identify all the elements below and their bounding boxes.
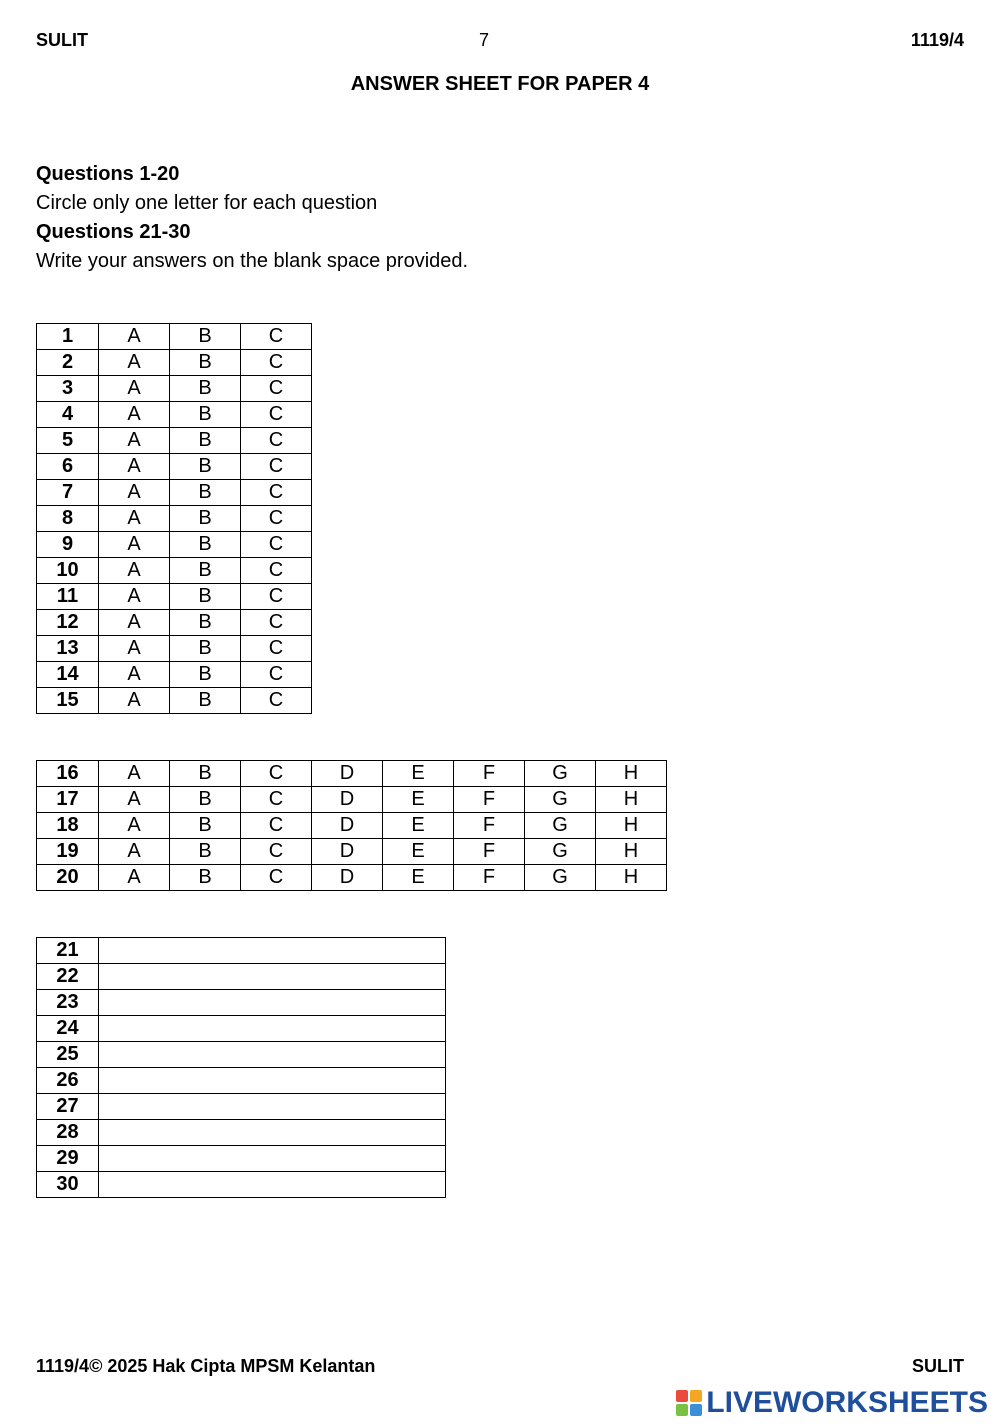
question-row-11 xyxy=(37,584,312,610)
question-row-6 xyxy=(37,454,312,480)
question-number: 13 xyxy=(37,636,99,662)
questions-1-20-heading: Questions 1-20 xyxy=(36,163,180,185)
option-g-q19[interactable]: G xyxy=(525,839,596,865)
option-b-q11[interactable]: B xyxy=(170,584,241,610)
question-number: 27 xyxy=(37,1094,99,1120)
answer-blank-q29[interactable] xyxy=(99,1146,446,1172)
answer-table-16-20 xyxy=(36,760,667,891)
question-row-12 xyxy=(37,610,312,636)
option-c-q19[interactable]: C xyxy=(241,839,312,865)
page-number: 7 xyxy=(478,30,489,50)
option-g-q17[interactable]: G xyxy=(525,787,596,813)
option-f-q16[interactable]: F xyxy=(454,761,525,787)
option-c-q17[interactable]: C xyxy=(241,787,312,813)
question-row-2 xyxy=(37,350,312,376)
option-a-q18[interactable]: A xyxy=(99,813,170,839)
question-number: 2 xyxy=(37,350,99,376)
logo-square-1 xyxy=(676,1390,688,1402)
option-e-q16[interactable]: E xyxy=(383,761,454,787)
option-b-q3[interactable]: B xyxy=(170,376,241,402)
question-row-30 xyxy=(37,1172,446,1198)
option-c-q6[interactable]: C xyxy=(241,454,312,480)
option-a-q8[interactable]: A xyxy=(99,506,170,532)
option-c-q2[interactable]: C xyxy=(241,350,312,376)
answer-blank-q22[interactable] xyxy=(99,964,446,990)
question-row-7 xyxy=(37,480,312,506)
liveworksheets-logo xyxy=(676,1386,988,1420)
option-a-q2[interactable]: A xyxy=(99,350,170,376)
option-b-q4[interactable]: B xyxy=(170,402,241,428)
liveworksheets-logo-text: LIVEWORKSHEETS xyxy=(706,1386,988,1419)
answer-blank-q27[interactable] xyxy=(99,1094,446,1120)
question-row-5 xyxy=(37,428,312,454)
question-row-26 xyxy=(37,1068,446,1094)
question-row-27 xyxy=(37,1094,446,1120)
question-row-9 xyxy=(37,532,312,558)
question-row-25 xyxy=(37,1042,446,1068)
option-a-q11[interactable]: A xyxy=(99,584,170,610)
question-number: 25 xyxy=(37,1042,99,1068)
option-h-q17[interactable]: H xyxy=(596,787,667,813)
option-g-q20[interactable]: G xyxy=(525,865,596,891)
option-a-q12[interactable]: A xyxy=(99,610,170,636)
option-d-q20[interactable]: D xyxy=(312,865,383,891)
option-a-q16[interactable]: A xyxy=(99,761,170,787)
question-number: 8 xyxy=(37,506,99,532)
option-c-q13[interactable]: C xyxy=(241,636,312,662)
option-b-q10[interactable]: B xyxy=(170,558,241,584)
question-number: 20 xyxy=(37,865,99,891)
question-number: 5 xyxy=(37,428,99,454)
questions-1-20-instruction: Circle only one letter for each question xyxy=(36,192,378,214)
question-number: 15 xyxy=(37,688,99,714)
option-e-q17[interactable]: E xyxy=(383,787,454,813)
option-d-q19[interactable]: D xyxy=(312,839,383,865)
option-f-q19[interactable]: F xyxy=(454,839,525,865)
option-b-q6[interactable]: B xyxy=(170,454,241,480)
answer-blank-q25[interactable] xyxy=(99,1042,446,1068)
questions-21-30-instruction: Write your answers on the blank space provided. xyxy=(36,250,469,272)
option-c-q14[interactable]: C xyxy=(241,662,312,688)
answer-table-21-30 xyxy=(36,937,446,1198)
option-e-q18[interactable]: E xyxy=(383,813,454,839)
option-c-q10[interactable]: C xyxy=(241,558,312,584)
question-number: 29 xyxy=(37,1146,99,1172)
option-a-q6[interactable]: A xyxy=(99,454,170,480)
answer-blank-q28[interactable] xyxy=(99,1120,446,1146)
question-row-8 xyxy=(37,506,312,532)
option-e-q20[interactable]: E xyxy=(383,865,454,891)
page-title: ANSWER SHEET FOR PAPER 4 xyxy=(350,73,650,95)
option-c-q5[interactable]: C xyxy=(241,428,312,454)
option-c-q9[interactable]: C xyxy=(241,532,312,558)
question-number: 16 xyxy=(37,761,99,787)
option-c-q20[interactable]: C xyxy=(241,865,312,891)
option-b-q15[interactable]: B xyxy=(170,688,241,714)
logo-square-2 xyxy=(690,1390,702,1402)
logo-square-3 xyxy=(676,1404,688,1416)
option-a-q7[interactable]: A xyxy=(99,480,170,506)
option-f-q20[interactable]: F xyxy=(454,865,525,891)
question-row-17 xyxy=(37,787,667,813)
question-row-22 xyxy=(37,964,446,990)
question-number: 24 xyxy=(37,1016,99,1042)
question-row-29 xyxy=(37,1146,446,1172)
question-number: 3 xyxy=(37,376,99,402)
question-row-15 xyxy=(37,688,312,714)
option-c-q1[interactable]: C xyxy=(241,324,312,350)
option-b-q5[interactable]: B xyxy=(170,428,241,454)
option-b-q8[interactable]: B xyxy=(170,506,241,532)
answer-blank-q26[interactable] xyxy=(99,1068,446,1094)
option-a-q19[interactable]: A xyxy=(99,839,170,865)
header-right: 1119/4 xyxy=(910,30,964,50)
question-number: 14 xyxy=(37,662,99,688)
option-a-q14[interactable]: A xyxy=(99,662,170,688)
answer-blank-q24[interactable] xyxy=(99,1016,446,1042)
question-row-23 xyxy=(37,990,446,1016)
option-b-q9[interactable]: B xyxy=(170,532,241,558)
option-b-q17[interactable]: B xyxy=(170,787,241,813)
option-a-q4[interactable]: A xyxy=(99,402,170,428)
question-number: 10 xyxy=(37,558,99,584)
question-number: 18 xyxy=(37,813,99,839)
answer-blank-q30[interactable] xyxy=(99,1172,446,1198)
answer-table-1-15 xyxy=(36,323,312,714)
option-a-q20[interactable]: A xyxy=(99,865,170,891)
option-a-q1[interactable]: A xyxy=(99,324,170,350)
question-row-14 xyxy=(37,662,312,688)
option-b-q18[interactable]: B xyxy=(170,813,241,839)
question-number: 23 xyxy=(37,990,99,1016)
answer-blank-q21[interactable] xyxy=(99,938,446,964)
option-h-q18[interactable]: H xyxy=(596,813,667,839)
question-row-21 xyxy=(37,938,446,964)
option-g-q16[interactable]: G xyxy=(525,761,596,787)
option-b-q19[interactable]: B xyxy=(170,839,241,865)
option-c-q3[interactable]: C xyxy=(241,376,312,402)
option-a-q17[interactable]: A xyxy=(99,787,170,813)
option-c-q15[interactable]: C xyxy=(241,688,312,714)
question-number: 28 xyxy=(37,1120,99,1146)
question-number: 12 xyxy=(37,610,99,636)
option-c-q4[interactable]: C xyxy=(241,402,312,428)
option-h-q16[interactable]: H xyxy=(596,761,667,787)
option-c-q18[interactable]: C xyxy=(241,813,312,839)
option-a-q5[interactable]: A xyxy=(99,428,170,454)
question-row-10 xyxy=(37,558,312,584)
question-row-13 xyxy=(37,636,312,662)
option-b-q20[interactable]: B xyxy=(170,865,241,891)
question-row-20 xyxy=(37,865,667,891)
question-number: 30 xyxy=(37,1172,99,1198)
question-row-28 xyxy=(37,1120,446,1146)
option-e-q19[interactable]: E xyxy=(383,839,454,865)
question-row-1 xyxy=(37,324,312,350)
question-number: 21 xyxy=(37,938,99,964)
option-h-q20[interactable]: H xyxy=(596,865,667,891)
question-number: 26 xyxy=(37,1068,99,1094)
footer-right: SULIT xyxy=(912,1356,964,1376)
question-number: 17 xyxy=(37,787,99,813)
option-a-q15[interactable]: A xyxy=(99,688,170,714)
question-row-19 xyxy=(37,839,667,865)
option-c-q8[interactable]: C xyxy=(241,506,312,532)
option-a-q3[interactable]: A xyxy=(99,376,170,402)
questions-21-30-heading: Questions 21-30 xyxy=(36,221,191,243)
option-b-q13[interactable]: B xyxy=(170,636,241,662)
option-b-q2[interactable]: B xyxy=(170,350,241,376)
question-row-18 xyxy=(37,813,667,839)
option-c-q11[interactable]: C xyxy=(241,584,312,610)
footer-copyright: 1119/4© 2025 Hak Cipta MPSM Kelantan xyxy=(36,1356,376,1376)
option-d-q18[interactable]: D xyxy=(312,813,383,839)
option-d-q17[interactable]: D xyxy=(312,787,383,813)
question-row-3 xyxy=(37,376,312,402)
option-b-q16[interactable]: B xyxy=(170,761,241,787)
option-a-q10[interactable]: A xyxy=(99,558,170,584)
question-number: 9 xyxy=(37,532,99,558)
question-number: 22 xyxy=(37,964,99,990)
question-number: 6 xyxy=(37,454,99,480)
option-d-q16[interactable]: D xyxy=(312,761,383,787)
header-left: SULIT xyxy=(36,30,88,50)
option-f-q17[interactable]: F xyxy=(454,787,525,813)
option-b-q1[interactable]: B xyxy=(170,324,241,350)
option-c-q12[interactable]: C xyxy=(241,610,312,636)
liveworksheets-logo-icon xyxy=(676,1390,702,1416)
option-c-q16[interactable]: C xyxy=(241,761,312,787)
question-number: 11 xyxy=(37,584,99,610)
option-a-q13[interactable]: A xyxy=(99,636,170,662)
option-b-q12[interactable]: B xyxy=(170,610,241,636)
option-g-q18[interactable]: G xyxy=(525,813,596,839)
logo-square-4 xyxy=(690,1404,702,1416)
option-h-q19[interactable]: H xyxy=(596,839,667,865)
option-b-q14[interactable]: B xyxy=(170,662,241,688)
question-number: 1 xyxy=(37,324,99,350)
question-row-4 xyxy=(37,402,312,428)
question-number: 4 xyxy=(37,402,99,428)
question-row-16 xyxy=(37,761,667,787)
question-number: 19 xyxy=(37,839,99,865)
option-b-q7[interactable]: B xyxy=(170,480,241,506)
option-a-q9[interactable]: A xyxy=(99,532,170,558)
answer-blank-q23[interactable] xyxy=(99,990,446,1016)
question-number: 7 xyxy=(37,480,99,506)
option-c-q7[interactable]: C xyxy=(241,480,312,506)
option-f-q18[interactable]: F xyxy=(454,813,525,839)
question-row-24 xyxy=(37,1016,446,1042)
